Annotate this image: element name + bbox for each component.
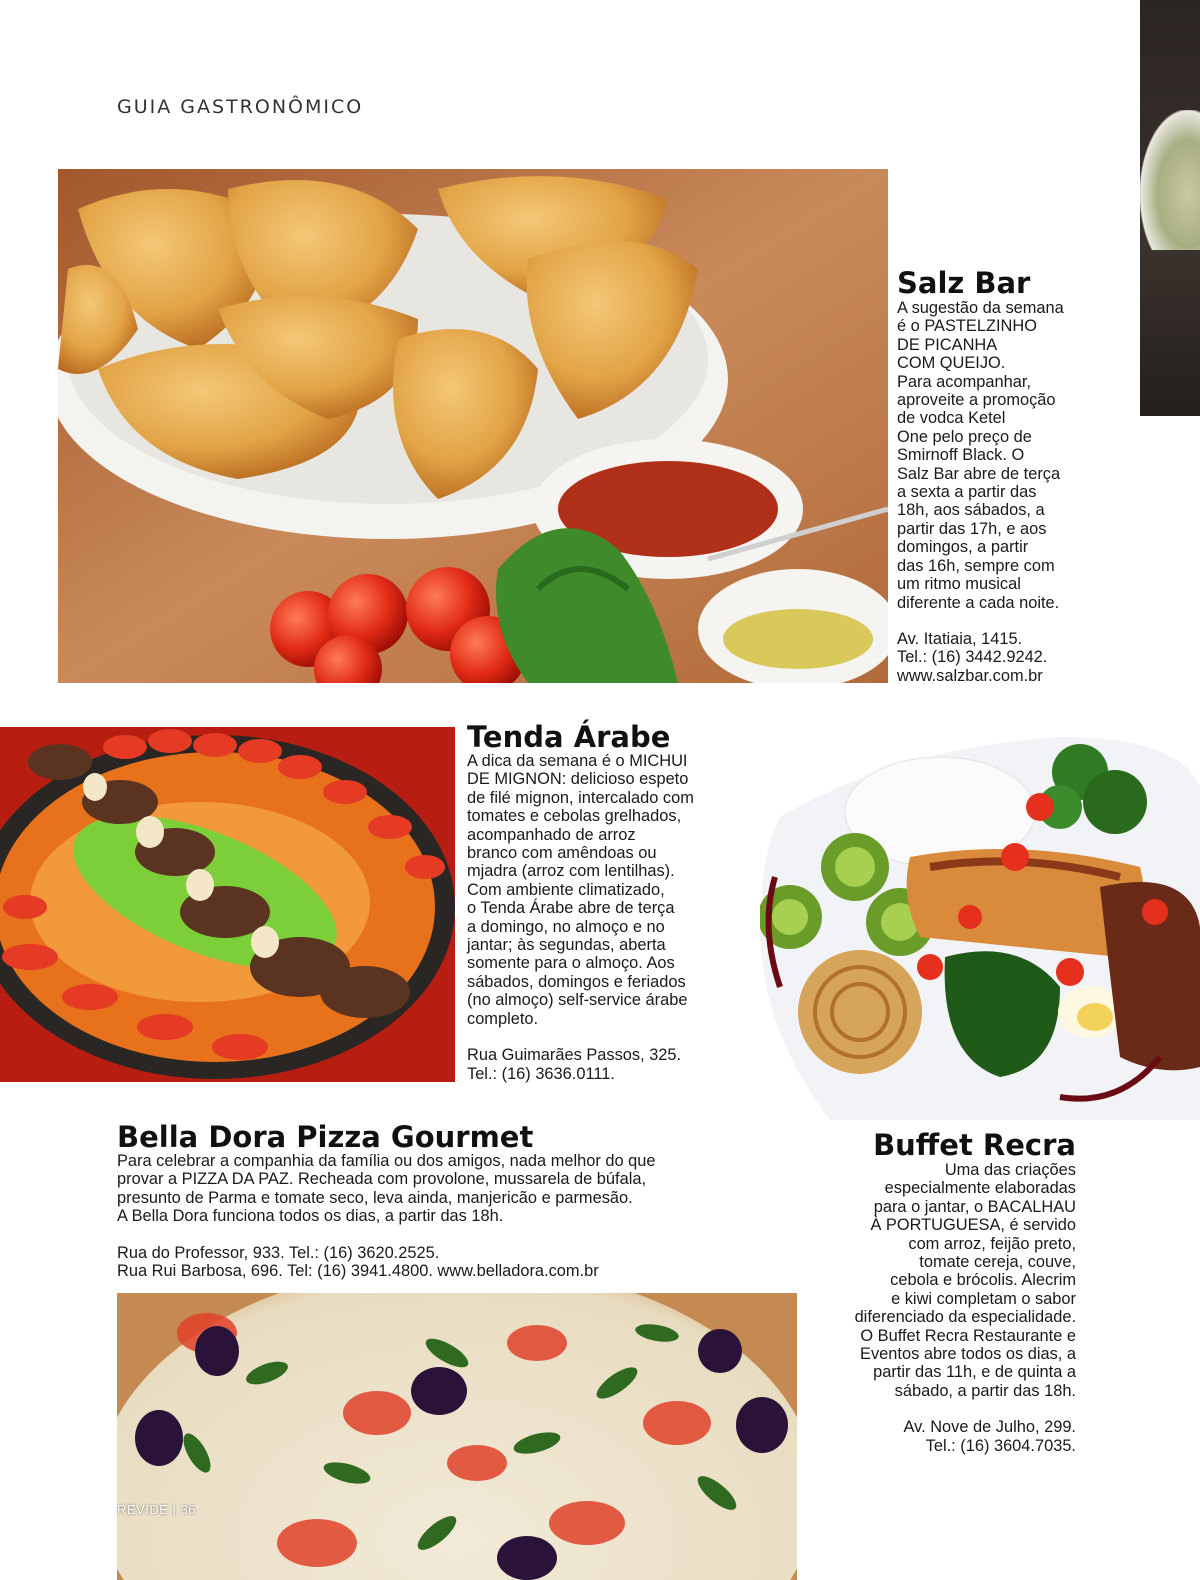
corner-bowl-detail [1140, 110, 1200, 250]
page-folio: REVIDE | 36 [117, 1502, 196, 1517]
tenda-arabe-phone: Tel.: (16) 3636.0111. [467, 1064, 615, 1083]
buffet-recra-title: Buffet Recra [873, 1128, 1076, 1162]
tenda-arabe-description: A dica da semana é o MICHUI DE MIGNON: delicioso espeto de filé mignon, intercalado com tomates e cebolas grelhados, acompanhado de arroz branco com amêndoas ou mjadra (arroz com lentilhas). Com ambiente climatizado, o Tenda Árabe abre de terça a domingo, no almoço e no jantar; às segundas, aberta somente para o almoço. Aos sábados, domingos e feriados (no almoço) self-service árabe completo. Rua Guimarães Passos, 325. Tel.: (16) 3636.0111. [467, 752, 737, 1083]
salz-bar-description: A sugestão da semana é o PASTELZINHO DE PICANHA COM QUEIJO. Para acompanhar, aproveite a promoção de vodca Ketel One pelo preço de Smirnoff Black. O Salz Bar abre de terça a sexta a partir das 18h, aos sábados, a partir das 17h, e aos domingos, a partir das 16h, sempre com um ritmo musical diferente a cada noite. Av. Itatiaia, 1415. Tel.: (16) 3442.9242. www.salzbar.com.br [897, 299, 1097, 685]
espeto-photo [0, 727, 455, 1082]
salz-bar-address: Av. Itatiaia, 1415. [897, 629, 1023, 648]
bella-dora-description: Para celebrar a companhia da família ou dos amigos, nada melhor do que provar a PIZZA DA PAZ. Recheada com provolone, mussarela de búfala, presunto de Parma e tomate seco, leva ainda, manjericão e parmesão. A Bella Dora funciona todos os dias, a partir das 18h. Rua do Professor, 933. Tel.: (16) 3620.2525. Rua Rui Barbosa, 696. Tel: (16) 3941.4800. www.belladora.com.br [117, 1152, 737, 1280]
bacalhau-photo [760, 727, 1200, 1120]
pizza-photo [117, 1293, 797, 1580]
bella-dora-title: Bella Dora Pizza Gourmet [117, 1120, 534, 1154]
tenda-arabe-title: Tenda Árabe [467, 720, 671, 754]
pastel-photo [58, 169, 888, 683]
buffet-recra-address: Av. Nove de Julho, 299. [903, 1418, 1076, 1437]
bella-dora-address-1: Rua do Professor, 933. Tel.: (16) 3620.2525. [117, 1243, 440, 1262]
buffet-recra-phone: Tel.: (16) 3604.7035. [925, 1436, 1076, 1455]
salz-bar-title: Salz Bar [897, 266, 1031, 300]
tenda-arabe-address: Rua Guimarães Passos, 325. [467, 1046, 682, 1065]
bella-dora-address-2: Rua Rui Barbosa, 696. Tel: (16) 3941.4800. www.belladora.com.br [117, 1262, 599, 1281]
salz-bar-phone: Tel.: (16) 3442.9242. [897, 648, 1048, 667]
buffet-recra-description: Uma das criações especialmente elaboradas para o jantar, o BACALHAU À PORTUGUESA, é servido com arroz, feijão preto, tomate cereja, couve, cebola e brócolis. Alecrim e kiwi completam o sabor diferenciado da especialidade. O Buffet Recra Restaurante e Eventos abre todos os dias, a partir das 11h, e de quinta a sábado, a partir das 18h. Av. Nove de Julho, 299. Tel.: (16) 3604.7035. [816, 1161, 1076, 1455]
salz-bar-website: www.salzbar.com.br [897, 666, 1043, 685]
section-label: GUIA GASTRONÔMICO [117, 96, 364, 118]
